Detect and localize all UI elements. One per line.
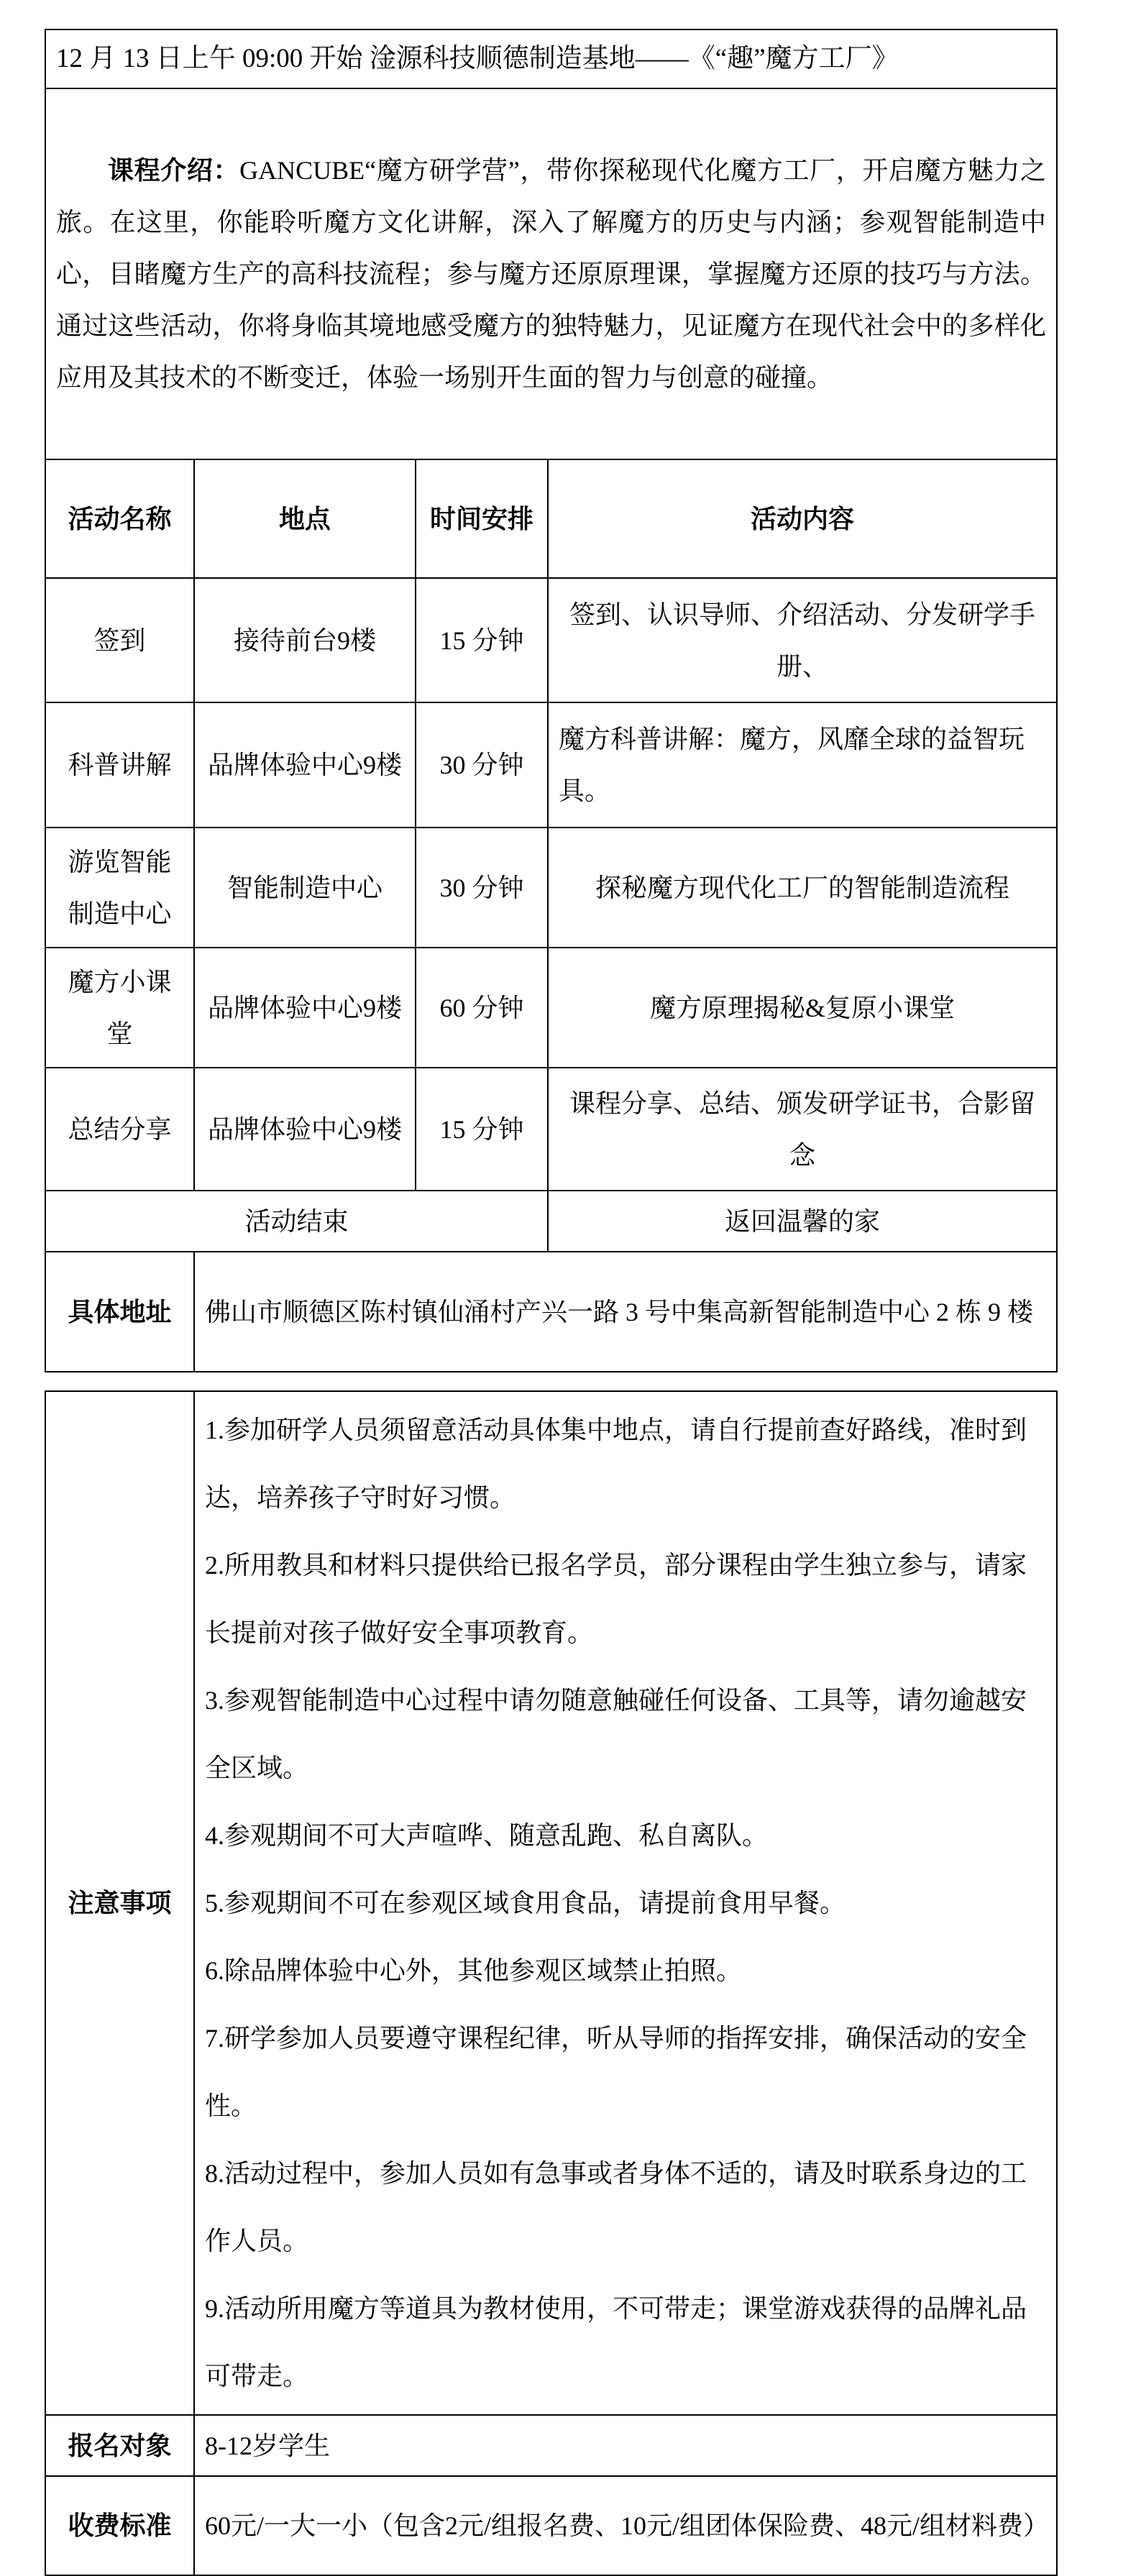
activity-name: 总结分享 xyxy=(45,1068,194,1191)
note-item: 5.参观期间不可在参观区域食用食品，请提前食用早餐。 xyxy=(205,1889,846,1917)
audience-row xyxy=(45,2415,1057,2476)
fee-value: 60元/一大一小（包含2元/组报名费、10元/组团体保险费、48元/组材料费） xyxy=(194,2476,1057,2575)
note-item: 1.参加研学人员须留意活动具体集中地点，请自行提前查好路线，准时到达，培养孩子守时好习惯。 xyxy=(205,1416,1027,1512)
note-item: 4.参观期间不可大声喧哗、随意乱跑、私自离队。 xyxy=(205,1821,769,1850)
fee-label: 收费标准 xyxy=(45,2476,194,2575)
note-item: 9.活动所用魔方等道具为教材使用，不可带走；课堂游戏获得的品牌礼品可带走。 xyxy=(205,2294,1027,2391)
activity-time: 15 分钟 xyxy=(416,578,548,702)
activity-content: 魔方原理揭秘&复原小课堂 xyxy=(548,948,1057,1068)
intro-label: 课程介绍： xyxy=(108,156,240,185)
note-item: 7.研学参加人员要遵守课程纪律，听从导师的指挥安排，确保活动的安全性。 xyxy=(205,2024,1027,2120)
address-row xyxy=(45,1252,1057,1372)
activity-place: 品牌体验中心9楼 xyxy=(194,948,416,1068)
schedule-table xyxy=(45,29,1058,1372)
header-place: 地点 xyxy=(194,459,416,578)
activity-name: 魔方小课堂 xyxy=(45,948,194,1068)
activity-content: 魔方科普讲解：魔方，风靡全球的益智玩具。 xyxy=(548,702,1057,828)
activity-place: 品牌体验中心9楼 xyxy=(194,1068,416,1191)
end-row xyxy=(45,1191,1057,1252)
activity-name: 科普讲解 xyxy=(45,702,194,828)
header-activity-name: 活动名称 xyxy=(45,459,194,578)
table-row xyxy=(45,1068,1057,1191)
page-title: 12 月 13 日上午 09:00 开始 淦源科技顺德制造基地——《“趣”魔方工厂》 xyxy=(45,29,1057,88)
table-row xyxy=(45,578,1057,702)
activity-time: 30 分钟 xyxy=(416,828,548,948)
note-item: 2.所用教具和材料只提供给已报名学员，部分课程由学生独立参与，请家长提前对孩子做好安全事项教育。 xyxy=(205,1551,1027,1647)
activity-place: 智能制造中心 xyxy=(194,828,416,948)
address-value: 佛山市顺德区陈村镇仙涌村产兴一路 3 号中集高新智能制造中心 2 栋 9 楼 xyxy=(194,1252,1057,1372)
intro-row xyxy=(45,88,1057,459)
header-time: 时间安排 xyxy=(416,459,548,578)
intro-text: GANCUBE“魔方研学营”，带你探秘现代化魔方工厂，开启魔方魅力之旅。在这里，你能聆听魔方文化讲解，深入了解魔方的历史与内涵；参观智能制造中心，目睹魔方生产的高科技流程；参与魔方还原原理课，掌握魔方还原的技巧与方法。通过这些活动，你将身临其境地感受魔方的独特魅力，见证魔方在现代社会中的多样化应用及其技术的不断变迁，体验一场别开生面的智力与创意的碰撞。 xyxy=(56,156,1046,392)
course-intro xyxy=(45,88,1057,459)
activity-content: 探秘魔方现代化工厂的智能制造流程 xyxy=(548,828,1057,948)
title-row xyxy=(45,29,1057,88)
table-row xyxy=(45,828,1057,948)
activity-name: 签到 xyxy=(45,578,194,702)
fee-row xyxy=(45,2476,1057,2575)
address-label: 具体地址 xyxy=(45,1252,194,1372)
activity-time: 15 分钟 xyxy=(416,1068,548,1191)
activity-name: 游览智能制造中心 xyxy=(45,828,194,948)
activity-content: 签到、认识导师、介绍活动、分发研学手册、 xyxy=(548,578,1057,702)
notes-table xyxy=(45,1390,1058,2576)
notes-label: 注意事项 xyxy=(45,1391,194,2415)
note-item: 8.活动过程中，参加人员如有急事或者身体不适的，请及时联系身边的工作人员。 xyxy=(205,2159,1027,2255)
audience-label: 报名对象 xyxy=(45,2415,194,2476)
activity-place: 品牌体验中心9楼 xyxy=(194,702,416,828)
end-label: 活动结束 xyxy=(45,1191,548,1252)
activity-time: 30 分钟 xyxy=(416,702,548,828)
header-row xyxy=(45,459,1057,578)
note-item: 6.除品牌体验中心外，其他参观区域禁止拍照。 xyxy=(205,1956,743,1985)
activity-place: 接待前台9楼 xyxy=(194,578,416,702)
audience-value: 8-12岁学生 xyxy=(194,2415,1057,2476)
activity-time: 60 分钟 xyxy=(416,948,548,1068)
note-item: 3.参观智能制造中心过程中请勿随意触碰任何设备、工具等，请勿逾越安全区域。 xyxy=(205,1686,1027,1782)
table-row xyxy=(45,948,1057,1068)
notes-row xyxy=(45,1391,1057,2415)
activity-content: 课程分享、总结、颁发研学证书，合影留念 xyxy=(548,1068,1057,1191)
header-content: 活动内容 xyxy=(548,459,1057,578)
table-row xyxy=(45,702,1057,828)
end-content: 返回温馨的家 xyxy=(548,1191,1057,1252)
notes-list xyxy=(194,1391,1057,2415)
